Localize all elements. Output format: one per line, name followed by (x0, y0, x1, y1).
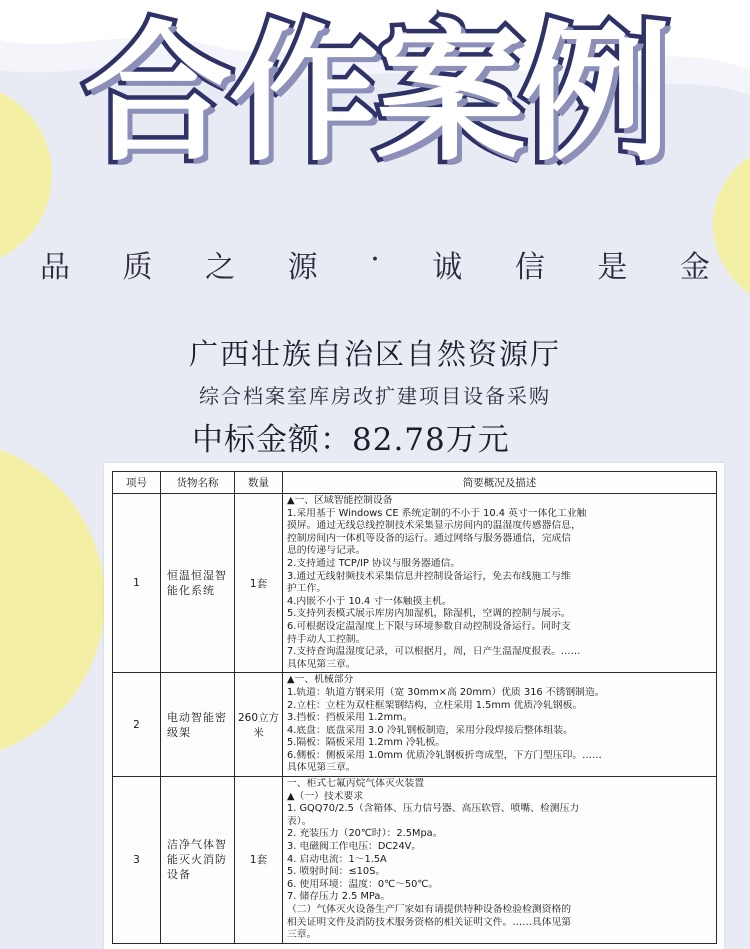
desc-line: 控制房间内一体机等设备的运行。通过网络与服务器通信，完成信 (287, 532, 572, 544)
desc-line: 具体见第三章。 (287, 762, 356, 774)
desc-line: 4.内嵌不小于 10.4 寸一体触摸主机。 (287, 595, 452, 607)
row-qty: 1套 (235, 777, 283, 944)
desc-line: 具体见第三章。 (287, 658, 356, 670)
tagline (40, 242, 710, 286)
desc-line: 6.侧板：侧板采用 1.0mm 优质冷轧钢板折弯成型，下方门型压印。…… (287, 749, 602, 761)
hero-title: 合作案例 (82, 8, 667, 182)
client-name: 广西壮族自治区自然资源厅 (188, 337, 561, 371)
desc-line: 2.立柱：立柱为双柱框架钢结构，立柱采用 1.5mm 优质冷轧钢板。 (287, 699, 583, 711)
desc-line: 5.隔板：隔板采用 1.2mm 冷轧板。 (287, 737, 446, 749)
row-no: 3 (113, 777, 161, 944)
table-row (113, 777, 717, 944)
row-desc (283, 494, 717, 673)
header-no: 项号 (113, 472, 161, 494)
desc-line: 4. 启动电流：1～1.5A (287, 853, 387, 865)
desc-line: 1.轨道：轨道方钢采用（宽 30mm×高 20mm）优质 316 不锈钢制造。 (287, 686, 605, 698)
desc-line: 7. 储存压力 2.5 MPa。 (287, 891, 391, 903)
desc-line: 一、柜式七氟丙烷气体灭火装置 (287, 778, 425, 790)
tagline-char: 信 (514, 250, 545, 285)
spec-table (112, 471, 717, 944)
row-name: 电动智能密级架 (161, 673, 235, 777)
tagline-char: 金 (679, 250, 710, 285)
tagline-char: 质 (122, 250, 153, 285)
desc-line: 3.挡板：挡板采用 1.2mm。 (287, 712, 413, 724)
desc-line: 2. 充装压力（20℃时）：2.5Mpa。 (287, 828, 443, 840)
desc-line: 持手动人工控制。 (287, 633, 366, 645)
row-name: 恒温恒湿智能化系统 (161, 494, 235, 673)
desc-line: ▲（一）技术要求 (287, 790, 364, 802)
row-qty: 1套 (235, 494, 283, 673)
row-no: 1 (113, 494, 161, 673)
tagline-dot: · (370, 242, 380, 277)
desc-line: 息的传递与记录。 (287, 545, 366, 557)
tagline-char: 品 (40, 250, 70, 285)
tagline-char: 是 (597, 250, 628, 285)
tagline-char: 诚 (432, 250, 463, 285)
row-qty: 260立方米 (235, 673, 283, 777)
tagline-char: 源 (287, 250, 318, 285)
desc-line: ▲一、机械部分 (287, 674, 354, 686)
table-row (113, 673, 717, 777)
header-name: 货物名称 (161, 472, 235, 494)
desc-line: 表）。 (287, 815, 312, 827)
desc-line: ▲一、区域智能控制设备 (287, 495, 393, 506)
desc-line: 护工作。 (287, 583, 327, 595)
desc-line: 4.底盘：底盘采用 3.0 冷轧钢板制造，采用分段焊接后整体组装。 (287, 724, 573, 736)
desc-line: 7.支持查询温湿度记录，可以根据月，周，日产生温湿度报表。…… (287, 646, 581, 658)
desc-line: 摸屏。通过无线总线控制技术采集显示房间内的温湿度传感器信息， (287, 520, 581, 532)
desc-line: 6.可根据设定温湿度上下限与环境参数自动控制设备运行。同时支 (287, 620, 571, 632)
header-desc: 简要概况及描述 (283, 472, 717, 494)
row-desc (283, 777, 717, 944)
header-qty: 数量 (235, 472, 283, 494)
desc-line: 三章。 (287, 929, 317, 941)
desc-line: （二）气体灭火设备生产厂家如有请提供特种设备检验检测资格的 (287, 904, 572, 915)
desc-line: 相关证明文件及消防技术服务资格的相关证明文件。……具体见第 (287, 916, 572, 928)
desc-line: 2.支持通过 TCP/IP 协议与服务器通信。 (287, 557, 461, 569)
desc-line: 1.采用基于 Windows CE 系统定制的不小于 10.4 英寸一体化工业触 (287, 507, 587, 519)
tagline-char: 之 (205, 250, 236, 285)
row-name: 洁净气体智能灭火消防设备 (161, 777, 235, 944)
scanned-document (104, 463, 724, 949)
desc-line: 3. 电磁阀工作电压：DC24V。 (287, 841, 422, 853)
desc-line: 6. 使用环境：温度：0℃～50℃。 (287, 878, 439, 890)
row-no: 2 (113, 673, 161, 777)
desc-line: 1. GQQ70/2.5（含箱体、压力信号器、高压软管、喷嘴、检测压力 (287, 803, 580, 815)
bid-amount: 中标金额：82.78万元 (192, 422, 510, 458)
table-row (113, 494, 717, 673)
desc-line: 5.支持列表模式展示库房内加湿机，除湿机，空调的控制与展示。 (287, 608, 571, 620)
table-header-row (113, 472, 717, 494)
desc-line: 3.通过无线射频技术采集信息并控制设备运行，免去布线施工与维 (287, 570, 571, 582)
row-desc (283, 673, 717, 777)
project-name: 综合档案室库房改扩建项目设备采购 (199, 384, 551, 408)
desc-line: 5. 喷射时间：≤10S。 (287, 866, 386, 878)
